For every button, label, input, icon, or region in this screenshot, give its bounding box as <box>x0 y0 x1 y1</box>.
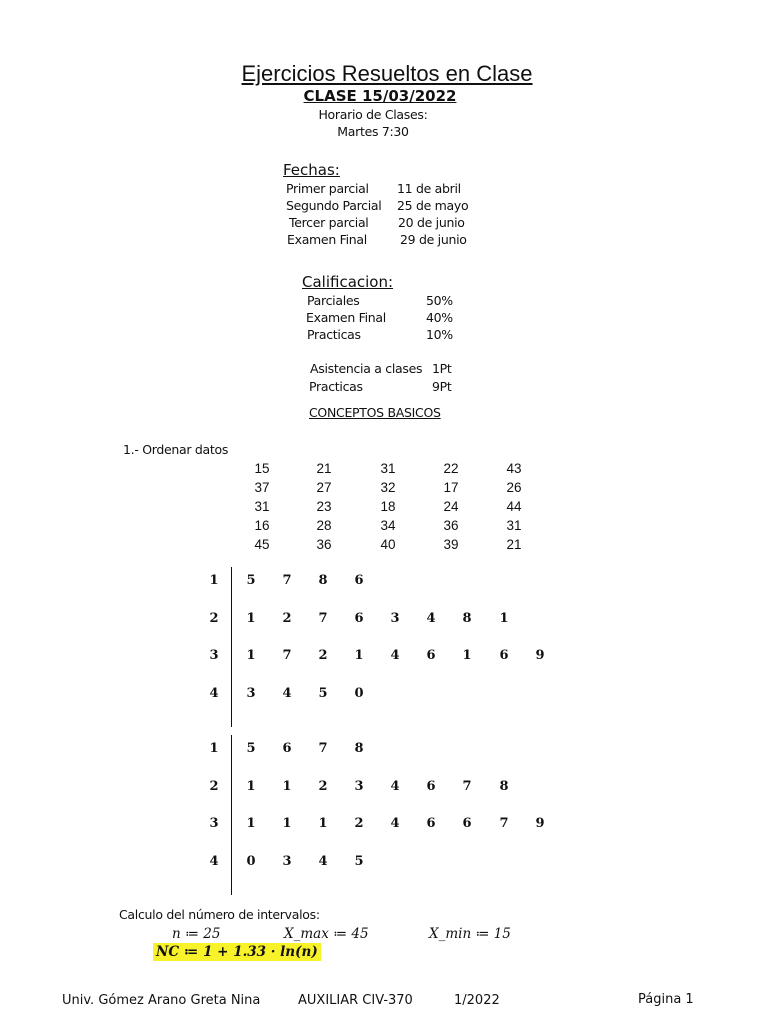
points-value: 1Pt <box>432 361 452 376</box>
leaf-value: 6 <box>354 610 364 626</box>
leaf-value: 9 <box>535 648 545 663</box>
leaf-value: 4 <box>282 685 292 701</box>
leaf-value: 8 <box>354 741 364 756</box>
leaf-value: 6 <box>282 741 292 756</box>
stem-value: 2 <box>209 778 219 794</box>
data-cell: 34 <box>380 518 396 533</box>
leaf-value: 4 <box>390 778 400 794</box>
data-cell: 22 <box>443 461 459 476</box>
data-cell: 39 <box>443 537 459 552</box>
data-cell: 43 <box>506 461 522 476</box>
leaf-value: 5 <box>318 685 328 701</box>
class-date: CLASE 15/03/2022 <box>303 87 457 105</box>
formula-xmin: X_min ≔ 15 <box>429 926 511 942</box>
leaf-value: 1 <box>282 816 292 831</box>
stem-value: 3 <box>209 816 219 831</box>
stem-value: 4 <box>209 685 219 701</box>
leaf-value: 1 <box>246 610 256 626</box>
points-value: 9Pt <box>432 379 452 394</box>
leaf-value: 7 <box>462 778 472 794</box>
intervals-label: Calculo del número de intervalos: <box>119 907 320 922</box>
data-cell: 21 <box>506 537 522 552</box>
fechas-label: Segundo Parcial <box>286 198 382 213</box>
leaf-value: 1 <box>246 778 256 794</box>
leaf-value: 9 <box>535 816 545 831</box>
fechas-label: Examen Final <box>287 232 367 247</box>
leaf-value: 8 <box>462 610 472 626</box>
formula-xmax: X_max ≔ 45 <box>284 926 369 942</box>
fechas-label: Primer parcial <box>286 181 369 196</box>
data-cell: 44 <box>506 499 522 514</box>
leaf-value: 4 <box>390 648 400 663</box>
footer-course: AUXILIAR CIV-370 <box>298 993 413 1008</box>
leaf-value: 3 <box>354 778 364 794</box>
points-label: Practicas <box>309 379 363 394</box>
calificacion-value: 10% <box>426 327 453 342</box>
leaf-value: 6 <box>499 648 509 663</box>
formula-n: n ≔ 25 <box>172 926 221 942</box>
leaf-value: 2 <box>354 816 364 831</box>
footer-term: 1/2022 <box>454 993 500 1008</box>
leaf-value: 6 <box>426 648 436 663</box>
leaf-value: 2 <box>318 778 328 794</box>
stem-value: 1 <box>209 573 219 588</box>
leaf-value: 7 <box>282 573 292 588</box>
footer-author: Univ. Gómez Arano Greta Nina <box>62 993 261 1008</box>
data-cell: 17 <box>443 480 459 495</box>
data-cell: 24 <box>443 499 459 514</box>
data-cell: 36 <box>316 537 332 552</box>
points-label: Asistencia a clases <box>310 361 423 376</box>
leaf-value: 6 <box>462 816 472 831</box>
calificacion-label: Practicas <box>307 327 361 342</box>
exercise-label: 1.- Ordenar datos <box>123 442 229 457</box>
leaf-value: 1 <box>499 610 509 626</box>
leaf-value: 7 <box>318 741 328 756</box>
leaf-value: 3 <box>246 685 256 701</box>
fechas-heading: Fechas: <box>283 161 340 179</box>
leaf-value: 1 <box>318 816 328 831</box>
calificacion-value: 40% <box>426 310 453 325</box>
calificacion-label: Examen Final <box>306 310 386 325</box>
leaf-value: 6 <box>354 573 364 588</box>
leaf-value: 0 <box>354 685 364 701</box>
fechas-value: 25 de mayo <box>397 198 469 213</box>
data-cell: 16 <box>254 518 270 533</box>
schedule-value: Martes 7:30 <box>337 124 409 139</box>
leaf-value: 8 <box>499 778 509 794</box>
schedule-label: Horario de Clases: <box>318 107 428 122</box>
stem-value: 4 <box>209 853 219 869</box>
data-cell: 36 <box>443 518 459 533</box>
leaf-value: 4 <box>426 610 436 626</box>
leaf-value: 4 <box>318 853 328 869</box>
formula-nc: NC ≔ 1 + 1.33 · ln(n) <box>153 943 321 961</box>
leaf-value: 1 <box>246 816 256 831</box>
leaf-value: 3 <box>282 853 292 869</box>
data-cell: 28 <box>316 518 332 533</box>
data-cell: 26 <box>506 480 522 495</box>
data-cell: 31 <box>380 461 396 476</box>
leaf-value: 6 <box>426 778 436 794</box>
data-cell: 23 <box>316 499 332 514</box>
stem-leaf-divider <box>231 735 232 895</box>
fechas-value: 29 de junio <box>400 232 467 247</box>
data-cell: 15 <box>254 461 270 476</box>
data-cell: 27 <box>316 480 332 495</box>
fechas-value: 11 de abril <box>397 181 461 196</box>
leaf-value: 1 <box>354 648 364 663</box>
data-cell: 21 <box>316 461 332 476</box>
calificacion-heading: Calificacion: <box>302 273 394 291</box>
conceptos-heading: CONCEPTOS BASICOS <box>309 405 441 420</box>
leaf-value: 2 <box>318 648 328 663</box>
stem-leaf-divider <box>231 567 232 727</box>
leaf-value: 1 <box>246 648 256 663</box>
stem-value: 1 <box>209 741 219 756</box>
leaf-value: 5 <box>246 741 256 756</box>
data-cell: 45 <box>254 537 270 552</box>
data-cell: 37 <box>254 480 270 495</box>
leaf-value: 1 <box>282 778 292 794</box>
leaf-value: 5 <box>246 573 256 588</box>
data-cell: 32 <box>380 480 396 495</box>
leaf-value: 7 <box>499 816 509 831</box>
fechas-value: 20 de junio <box>398 215 465 230</box>
calificacion-value: 50% <box>426 293 453 308</box>
leaf-value: 7 <box>318 610 328 626</box>
fechas-label: Tercer parcial <box>289 215 369 230</box>
footer-page: Página 1 <box>638 992 694 1007</box>
leaf-value: 3 <box>390 610 400 626</box>
leaf-value: 2 <box>282 610 292 626</box>
leaf-value: 7 <box>282 648 292 663</box>
leaf-value: 6 <box>426 816 436 831</box>
leaf-value: 5 <box>354 853 364 869</box>
data-cell: 31 <box>506 518 522 533</box>
leaf-value: 0 <box>246 853 256 869</box>
page-title: Ejercicios Resueltos en Clase <box>241 61 533 86</box>
calificacion-label: Parciales <box>307 293 360 308</box>
stem-value: 2 <box>209 610 219 626</box>
leaf-value: 1 <box>462 648 472 663</box>
leaf-value: 8 <box>318 573 328 588</box>
data-cell: 40 <box>380 537 396 552</box>
data-cell: 31 <box>254 499 270 514</box>
leaf-value: 4 <box>390 816 400 831</box>
stem-value: 3 <box>209 648 219 663</box>
data-cell: 18 <box>380 499 396 514</box>
